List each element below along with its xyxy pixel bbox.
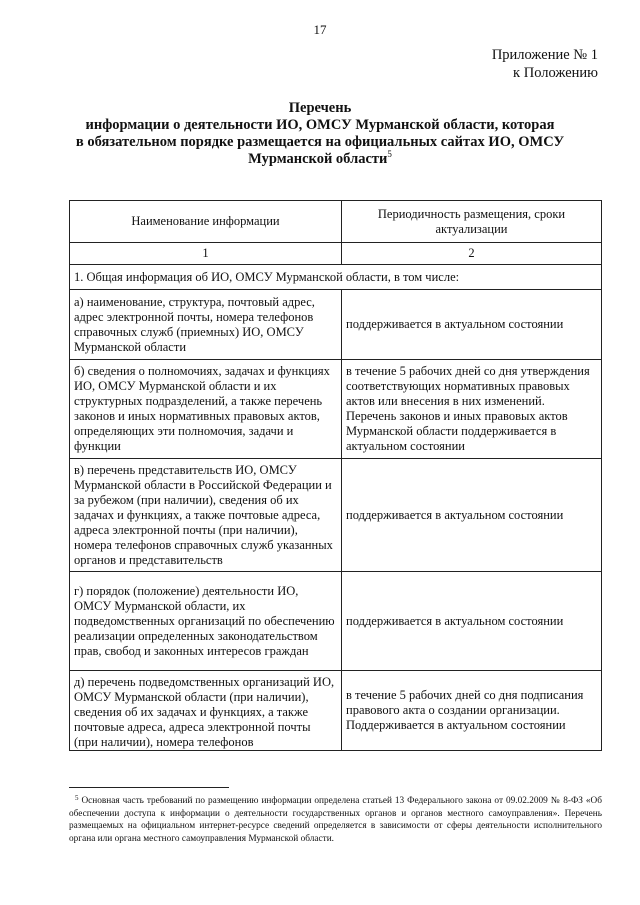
table-row [70, 360, 602, 459]
appendix-line-1: Приложение № 1 [491, 47, 598, 63]
title-line-3: в обязательном порядке размещается на официальных сайтах ИО, ОМСУ [75, 134, 565, 150]
appendix-label [492, 46, 598, 82]
header-period: Периодичность размещения, сроки актуализации [342, 201, 602, 243]
section-row [70, 265, 602, 290]
title-line-2: информации о деятельности ИО, ОМСУ Мурманской области, которая [85, 117, 555, 133]
row-a-period: поддерживается в актуальном состоянии [342, 290, 602, 360]
footnote-divider [69, 787, 229, 788]
document-title [40, 100, 600, 168]
table-header-row [70, 201, 602, 243]
row-e-period: в течение 5 рабочих дней со дня подписания правового акта о создании организации. Поддерживается в актуальном состоянии [342, 671, 602, 751]
footnote-mark: 5 [75, 794, 79, 802]
column-number-2: 2 [342, 243, 602, 265]
row-b-period: в течение 5 рабочих дней со дня утверждения соответствующих нормативных правовых актов или внесения в них изменений. Перечень законов и иных правовых актов Мурманской области поддерживается в актуальном состоянии [342, 360, 602, 459]
table-row [70, 671, 602, 751]
title-line-1: Перечень [288, 100, 352, 116]
table-row [70, 290, 602, 360]
row-e-name: д) перечень подведомственных организаций ИО, ОМСУ Мурманской области (при наличии), сведения об их задачах и функциях, а также почтовые адреса, адреса электронной почты (при наличии), номера телефонов [70, 671, 342, 751]
column-number-1: 1 [70, 243, 342, 265]
title-footnote-ref: 5 [387, 149, 392, 159]
table-row [70, 572, 602, 671]
footnote [69, 795, 602, 845]
header-name: Наименование информации [70, 201, 342, 243]
row-c-name: в) перечень представительств ИО, ОМСУ Мурманской области в Российской Федерации и за рубежом (при наличии), сведения об их задачах и функциях, а также почтовые адреса, адреса электронной почты (при наличии), номера телефонов справочных служб указанных органов и представительств [70, 459, 342, 572]
row-b-name: б) сведения о полномочиях, задачах и функциях ИО, ОМСУ Мурманской области и их структурных подразделений, а также перечень законов и иных нормативных правовых актов, определяющих эти полномочия, задачи и функции [70, 360, 342, 459]
footnote-text: Основная часть требований по размещению информации определена статьей 13 Федерального закона от 09.02.2009 № 8-ФЗ «Об обеспечении доступа к информации о деятельности государственных органов и органов местного самоуправления». Перечень размещаемых на официальном интернет-ресурсе сведений определяется в зависимости от сферы деятельности исполнительного органа или органа местного самоуправления Мурманской области. [69, 796, 602, 844]
row-d-name: г) порядок (положение) деятельности ИО, ОМСУ Мурманской области, их подведомственных организаций по обеспечению реализации определенных законодательством прав, свобод и законных интересов граждан [70, 572, 342, 671]
row-a-name: а) наименование, структура, почтовый адрес, адрес электронной почты, номера телефонов справочных служб (приемных) ИО, ОМСУ Мурманской области [70, 290, 342, 360]
row-d-period: поддерживается в актуальном состоянии [342, 572, 602, 671]
row-c-period: поддерживается в актуальном состоянии [342, 459, 602, 572]
column-number-row [70, 243, 602, 265]
appendix-line-2: к Положению [513, 65, 598, 81]
page-number: 17 [313, 22, 327, 37]
table-row [70, 459, 602, 572]
title-line-4: Мурманской области [248, 151, 388, 167]
information-table [69, 200, 602, 751]
section-row-text: 1. Общая информация об ИО, ОМСУ Мурманской области, в том числе: [70, 265, 602, 290]
